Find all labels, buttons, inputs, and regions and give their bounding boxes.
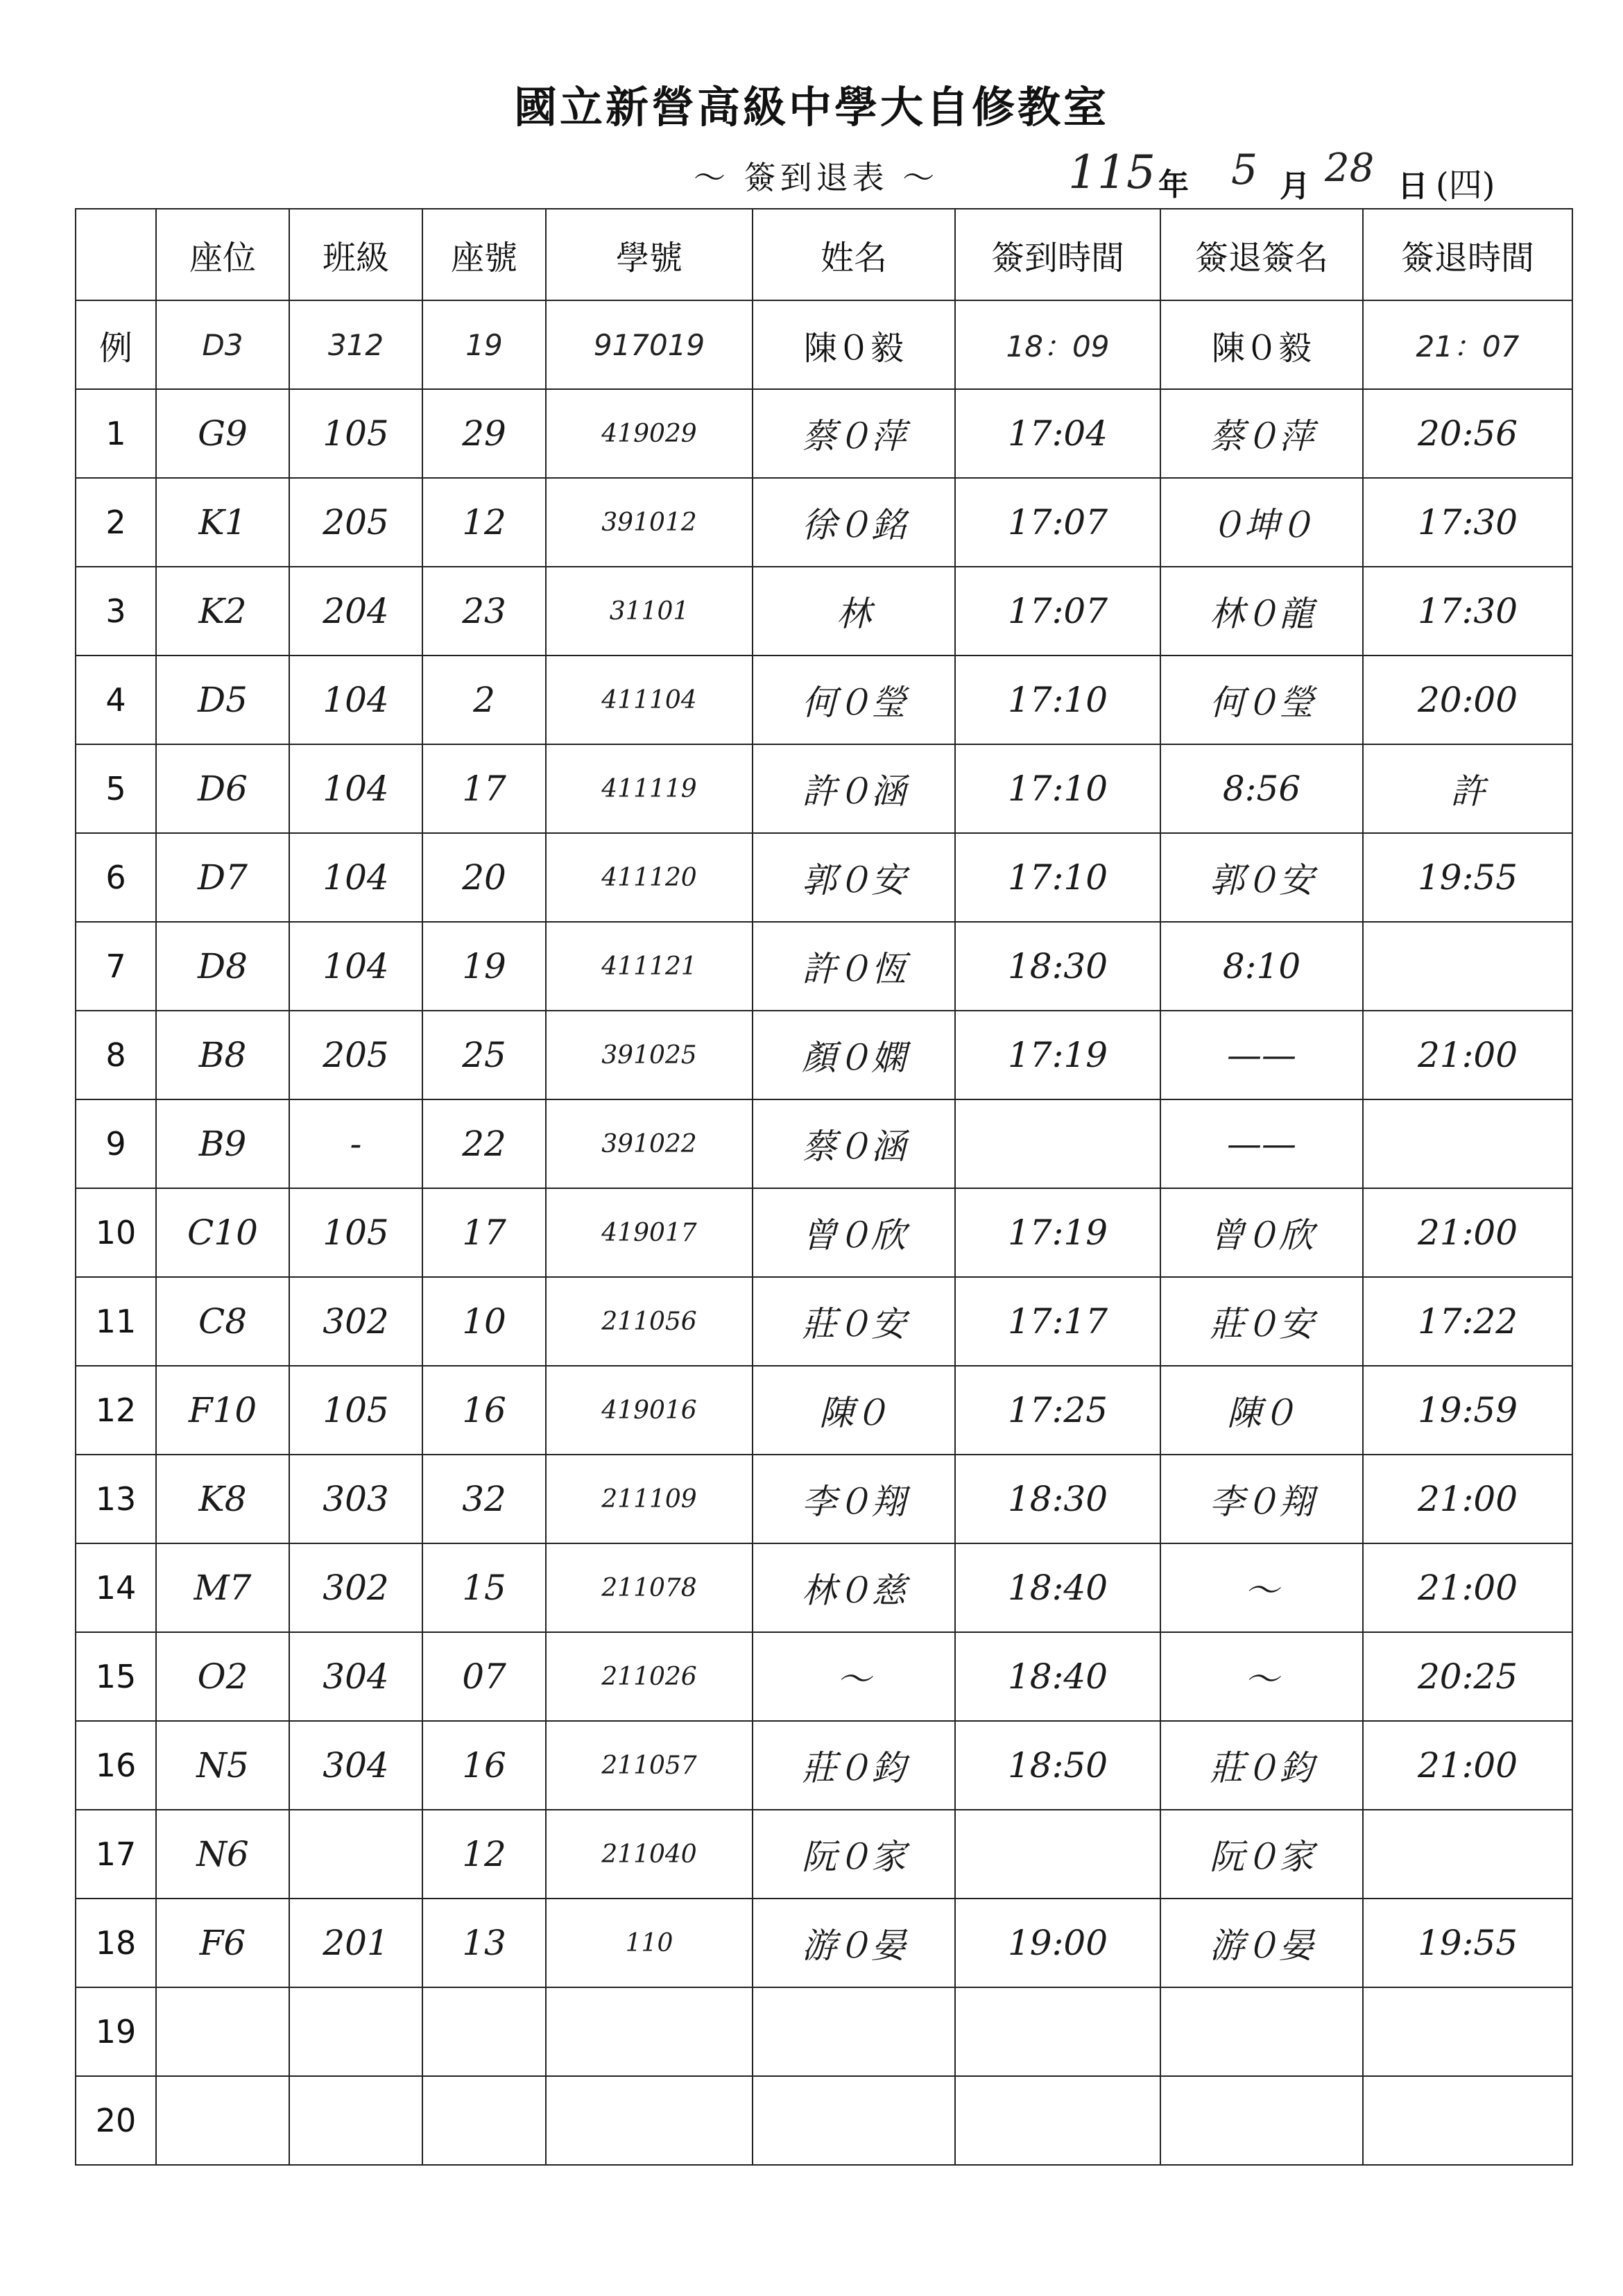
example-seat: D3 xyxy=(156,300,289,389)
row-class: 304 xyxy=(289,1632,422,1721)
row-student-id: 419016 xyxy=(546,1366,753,1455)
row-student-id xyxy=(546,2076,753,2165)
table-row xyxy=(76,1188,1572,1277)
row-seat-no: 17 xyxy=(422,744,546,833)
table-row xyxy=(76,1899,1572,1987)
row-class: 304 xyxy=(289,1721,422,1810)
row-signin-time: 17:25 xyxy=(955,1366,1160,1455)
row-signin-time: 17:10 xyxy=(955,744,1160,833)
row-student-id: 31101 xyxy=(546,567,753,656)
row-seat: C10 xyxy=(156,1188,289,1277)
row-number: 15 xyxy=(76,1632,156,1721)
row-name: 李０翔 xyxy=(753,1455,955,1543)
row-number: 19 xyxy=(76,1987,156,2076)
row-seat-no: 25 xyxy=(422,1011,546,1099)
row-signout-sign: 陳０ xyxy=(1160,1366,1363,1455)
row-seat: F10 xyxy=(156,1366,289,1455)
row-seat-no: 29 xyxy=(422,389,546,478)
row-signout-time: 20:00 xyxy=(1363,656,1572,744)
row-seat-no: 22 xyxy=(422,1099,546,1188)
row-signin-time: 17:10 xyxy=(955,656,1160,744)
row-number: 20 xyxy=(76,2076,156,2165)
row-name: 阮０家 xyxy=(753,1810,955,1899)
row-student-id: 110 xyxy=(546,1899,753,1987)
row-seat-no xyxy=(422,2076,546,2165)
row-name: 許０恆 xyxy=(753,922,955,1011)
row-student-id: 211056 xyxy=(546,1277,753,1366)
row-number: 11 xyxy=(76,1277,156,1366)
row-class: 204 xyxy=(289,567,422,656)
row-signout-sign: —— xyxy=(1160,1011,1363,1099)
row-number: 18 xyxy=(76,1899,156,1987)
row-signout-time: 21:00 xyxy=(1363,1721,1572,1810)
row-class: 104 xyxy=(289,922,422,1011)
row-seat: F6 xyxy=(156,1899,289,1987)
row-number: 16 xyxy=(76,1721,156,1810)
row-class xyxy=(289,2076,422,2165)
row-seat-no: 17 xyxy=(422,1188,546,1277)
row-seat-no: 2 xyxy=(422,656,546,744)
row-signin-time: 18:30 xyxy=(955,922,1160,1011)
date-day-label: 日 xyxy=(1398,169,1428,204)
row-signin-time: 18:30 xyxy=(955,1455,1160,1543)
row-class: 303 xyxy=(289,1455,422,1543)
date-year: 115 xyxy=(1068,146,1156,199)
table-row xyxy=(76,1011,1572,1099)
date-month: 5 xyxy=(1231,146,1258,194)
row-seat-no: 20 xyxy=(422,833,546,922)
row-name: ～ xyxy=(753,1632,955,1721)
table-row xyxy=(76,1455,1572,1543)
row-class: 205 xyxy=(289,478,422,567)
row-signout-time: 17:30 xyxy=(1363,478,1572,567)
table-row xyxy=(76,656,1572,744)
row-signout-sign: ０坤０ xyxy=(1160,478,1363,567)
row-seat: B8 xyxy=(156,1011,289,1099)
row-seat: D6 xyxy=(156,744,289,833)
row-class: 205 xyxy=(289,1011,422,1099)
row-name: 何０瑩 xyxy=(753,656,955,744)
row-signin-time: 18:40 xyxy=(955,1632,1160,1721)
row-student-id: 391025 xyxy=(546,1011,753,1099)
row-seat-no: 32 xyxy=(422,1455,546,1543)
row-signout-time: 許 xyxy=(1363,744,1572,833)
example-seat-no: 19 xyxy=(422,300,546,389)
row-seat: G9 xyxy=(156,389,289,478)
row-number: 12 xyxy=(76,1366,156,1455)
table-row xyxy=(76,1366,1572,1455)
row-signout-time: 21:00 xyxy=(1363,1543,1572,1632)
sheet-title: 國立新營高級中學大自修教室 xyxy=(513,82,1109,132)
row-signin-time: 18:40 xyxy=(955,1543,1160,1632)
row-name: 徐０銘 xyxy=(753,478,955,567)
row-student-id: 419029 xyxy=(546,389,753,478)
row-signin-time: 17:07 xyxy=(955,478,1160,567)
row-signout-time: 21:00 xyxy=(1363,1188,1572,1277)
row-number: 1 xyxy=(76,389,156,478)
row-student-id: 411120 xyxy=(546,833,753,922)
row-name: 陳０ xyxy=(753,1366,955,1455)
row-signin-time: 17:10 xyxy=(955,833,1160,922)
row-seat-no: 15 xyxy=(422,1543,546,1632)
row-seat: D5 xyxy=(156,656,289,744)
row-signout-time xyxy=(1363,1810,1572,1899)
row-number: 8 xyxy=(76,1011,156,1099)
date-weekday: (四) xyxy=(1436,166,1495,205)
row-signout-sign: 蔡０萍 xyxy=(1160,389,1363,478)
header-row xyxy=(76,209,1572,300)
row-signin-time: 17:04 xyxy=(955,389,1160,478)
row-signout-sign: 莊０鈞 xyxy=(1160,1721,1363,1810)
row-student-id: 211109 xyxy=(546,1455,753,1543)
row-number: 13 xyxy=(76,1455,156,1543)
row-name xyxy=(753,2076,955,2165)
row-seat-no: 23 xyxy=(422,567,546,656)
row-seat: N5 xyxy=(156,1721,289,1810)
row-seat-no: 07 xyxy=(422,1632,546,1721)
table-row xyxy=(76,1099,1572,1188)
row-signin-time: 17:07 xyxy=(955,567,1160,656)
header-cell-student-id: 學號 xyxy=(546,209,753,300)
row-class: 105 xyxy=(289,389,422,478)
row-number: 4 xyxy=(76,656,156,744)
table-row xyxy=(76,567,1572,656)
date-month-label: 月 xyxy=(1280,169,1310,204)
table-row xyxy=(76,922,1572,1011)
row-name: 曾０欣 xyxy=(753,1188,955,1277)
row-seat: K1 xyxy=(156,478,289,567)
row-signout-time: 17:22 xyxy=(1363,1277,1572,1366)
row-signout-sign: 游０晏 xyxy=(1160,1899,1363,1987)
row-student-id: 391012 xyxy=(546,478,753,567)
row-signout-sign: 阮０家 xyxy=(1160,1810,1363,1899)
row-signout-sign: —— xyxy=(1160,1099,1363,1188)
table-row xyxy=(76,833,1572,922)
row-number: 3 xyxy=(76,567,156,656)
example-label: 例 xyxy=(76,300,156,389)
row-seat-no xyxy=(422,1987,546,2076)
header-cell-index xyxy=(76,209,156,300)
subtitle-line xyxy=(0,146,1623,208)
row-signin-time: 19:00 xyxy=(955,1899,1160,1987)
row-class: 104 xyxy=(289,656,422,744)
row-seat: D8 xyxy=(156,922,289,1011)
row-seat xyxy=(156,1987,289,2076)
row-signout-time: 19:55 xyxy=(1363,833,1572,922)
row-seat xyxy=(156,2076,289,2165)
row-name: 林０慈 xyxy=(753,1543,955,1632)
row-class: 302 xyxy=(289,1277,422,1366)
row-name: 游０晏 xyxy=(753,1899,955,1987)
row-student-id: 411104 xyxy=(546,656,753,744)
example-signout-sign: 陳０毅 xyxy=(1160,300,1363,389)
row-number: 6 xyxy=(76,833,156,922)
table-row xyxy=(76,478,1572,567)
row-name: 莊０鈞 xyxy=(753,1721,955,1810)
row-student-id: 419017 xyxy=(546,1188,753,1277)
row-signout-time: 20:56 xyxy=(1363,389,1572,478)
row-class: 104 xyxy=(289,744,422,833)
row-signout-sign: ～ xyxy=(1160,1543,1363,1632)
row-signin-time: 17:17 xyxy=(955,1277,1160,1366)
row-number: 14 xyxy=(76,1543,156,1632)
date-day: 28 xyxy=(1325,146,1375,191)
example-signout-time: 21：07 xyxy=(1363,300,1572,389)
row-number: 2 xyxy=(76,478,156,567)
table-row xyxy=(76,1721,1572,1810)
row-signout-sign: 林０龍 xyxy=(1160,567,1363,656)
date-year-label: 年 xyxy=(1158,167,1189,203)
row-number: 10 xyxy=(76,1188,156,1277)
header-cell-seat: 座位 xyxy=(156,209,289,300)
example-name: 陳０毅 xyxy=(753,300,955,389)
table-row xyxy=(76,1632,1572,1721)
row-name: 顏０嫻 xyxy=(753,1011,955,1099)
sheet-subtitle: ～ 簽到退表 ～ xyxy=(694,159,939,196)
header-cell-name: 姓名 xyxy=(753,209,955,300)
row-name xyxy=(753,1987,955,2076)
row-seat-no: 16 xyxy=(422,1366,546,1455)
row-class: 105 xyxy=(289,1366,422,1455)
row-seat: D7 xyxy=(156,833,289,922)
row-seat: N6 xyxy=(156,1810,289,1899)
row-seat-no: 12 xyxy=(422,1810,546,1899)
row-student-id: 211040 xyxy=(546,1810,753,1899)
row-class: 201 xyxy=(289,1899,422,1987)
row-signin-time xyxy=(955,1810,1160,1899)
row-number: 7 xyxy=(76,922,156,1011)
row-signout-time xyxy=(1363,922,1572,1011)
row-class: 104 xyxy=(289,833,422,922)
row-signout-time xyxy=(1363,1099,1572,1188)
row-student-id: 211078 xyxy=(546,1543,753,1632)
row-number: 5 xyxy=(76,744,156,833)
row-signout-sign: ～ xyxy=(1160,1632,1363,1721)
row-class: 105 xyxy=(289,1188,422,1277)
row-name: 蔡０涵 xyxy=(753,1099,955,1188)
row-name: 蔡０萍 xyxy=(753,389,955,478)
row-student-id: 411121 xyxy=(546,922,753,1011)
row-name: 郭０安 xyxy=(753,833,955,922)
row-class: - xyxy=(289,1099,422,1188)
row-signout-sign: 曾０欣 xyxy=(1160,1188,1363,1277)
row-signout-time xyxy=(1363,2076,1572,2165)
row-signout-time: 19:55 xyxy=(1363,1899,1572,1987)
row-seat: M7 xyxy=(156,1543,289,1632)
table-row xyxy=(76,1543,1572,1632)
row-number: 9 xyxy=(76,1099,156,1188)
signin-table xyxy=(75,208,1573,2166)
row-signout-sign xyxy=(1160,2076,1363,2165)
row-seat-no: 19 xyxy=(422,922,546,1011)
example-student-id: 917019 xyxy=(546,300,753,389)
table-row xyxy=(76,1987,1572,2076)
row-seat-no: 10 xyxy=(422,1277,546,1366)
table-row xyxy=(76,1277,1572,1366)
row-seat: K8 xyxy=(156,1455,289,1543)
example-class: 312 xyxy=(289,300,422,389)
header-cell-signout-sign: 簽退簽名 xyxy=(1160,209,1363,300)
row-signin-time xyxy=(955,2076,1160,2165)
row-student-id: 391022 xyxy=(546,1099,753,1188)
row-name: 莊０安 xyxy=(753,1277,955,1366)
header-cell-seat-no: 座號 xyxy=(422,209,546,300)
row-name: 許０涵 xyxy=(753,744,955,833)
header-cell-class: 班級 xyxy=(289,209,422,300)
row-seat-no: 12 xyxy=(422,478,546,567)
row-seat: O2 xyxy=(156,1632,289,1721)
row-signout-sign: 李０翔 xyxy=(1160,1455,1363,1543)
row-seat: B9 xyxy=(156,1099,289,1188)
example-row xyxy=(76,300,1572,389)
row-class xyxy=(289,1987,422,2076)
row-student-id: 411119 xyxy=(546,744,753,833)
row-student-id: 211057 xyxy=(546,1721,753,1810)
row-signin-time xyxy=(955,1987,1160,2076)
row-number: 17 xyxy=(76,1810,156,1899)
row-signout-time: 21:00 xyxy=(1363,1455,1572,1543)
row-signout-sign xyxy=(1160,1987,1363,2076)
row-signin-time xyxy=(955,1099,1160,1188)
row-name: 林 xyxy=(753,567,955,656)
header-cell-signin-time: 簽到時間 xyxy=(955,209,1160,300)
row-signout-time: 19:59 xyxy=(1363,1366,1572,1455)
table-row xyxy=(76,2076,1572,2165)
row-seat-no: 13 xyxy=(422,1899,546,1987)
row-student-id xyxy=(546,1987,753,2076)
row-class: 302 xyxy=(289,1543,422,1632)
row-signout-sign: 何０瑩 xyxy=(1160,656,1363,744)
row-signout-sign: 莊０安 xyxy=(1160,1277,1363,1366)
row-student-id: 211026 xyxy=(546,1632,753,1721)
row-seat: C8 xyxy=(156,1277,289,1366)
row-signin-time: 18:50 xyxy=(955,1721,1160,1810)
row-signout-time: 17:30 xyxy=(1363,567,1572,656)
row-signin-time: 17:19 xyxy=(955,1188,1160,1277)
row-signout-sign: 8:56 xyxy=(1160,744,1363,833)
row-signin-time: 17:19 xyxy=(955,1011,1160,1099)
table-row xyxy=(76,1810,1572,1899)
table-row xyxy=(76,389,1572,478)
header-cell-signout-time: 簽退時間 xyxy=(1363,209,1572,300)
row-signout-sign: 8:10 xyxy=(1160,922,1363,1011)
row-signout-time: 20:25 xyxy=(1363,1632,1572,1721)
row-signout-time xyxy=(1363,1987,1572,2076)
row-seat: K2 xyxy=(156,567,289,656)
row-signout-sign: 郭０安 xyxy=(1160,833,1363,922)
table-row xyxy=(76,744,1572,833)
row-signout-time: 21:00 xyxy=(1363,1011,1572,1099)
example-signin-time: 18：09 xyxy=(955,300,1160,389)
row-seat-no: 16 xyxy=(422,1721,546,1810)
row-class xyxy=(289,1810,422,1899)
